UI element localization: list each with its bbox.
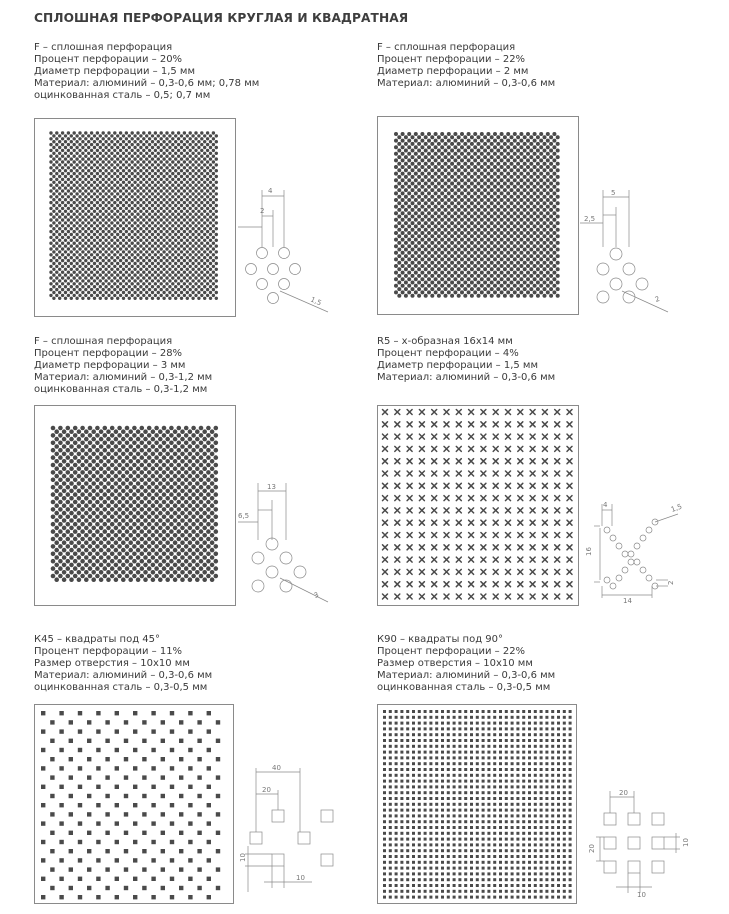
perforation-sample-1: [34, 118, 236, 317]
perforation-sample-6: [377, 704, 577, 904]
spec-line: оцинкованная сталь – 0,3-0,5 мм: [377, 682, 551, 693]
hole-pattern: [378, 406, 578, 605]
spec-line: Размер отверстия – 10х10 мм: [34, 658, 190, 669]
dim-side: 10: [682, 838, 690, 847]
spec-line: R5 – х-образная 16х14 мм: [377, 336, 513, 347]
spec-line: Материал: алюминий – 0,3-0,6 мм; 0,78 мм: [34, 78, 260, 89]
hole-pattern: [378, 705, 576, 903]
dim-v-pitch: 20: [588, 844, 596, 853]
hole-pattern: [378, 117, 578, 314]
dim-pitch: 5: [611, 189, 616, 197]
spec-block-4: [377, 336, 555, 384]
spec-line: оцинкованная сталь – 0,5; 0,7 мм: [34, 90, 211, 101]
spec-line: Процент перфорации – 28%: [34, 348, 183, 359]
dim-half-pitch: 2,5: [584, 215, 596, 223]
dimension-diagram-2: [578, 185, 678, 315]
spec-block-5: [34, 634, 212, 694]
perforation-sample-2: [377, 116, 579, 315]
perforation-sample-4: [377, 405, 579, 606]
dim-diameter: 3: [312, 590, 320, 600]
dim-diameter: 1,5: [309, 295, 323, 308]
spec-block-2: [377, 42, 555, 90]
dimension-diagram-3: [236, 478, 336, 608]
dim-pitch: 40: [272, 764, 281, 772]
dimension-diagram-5: [236, 760, 346, 900]
dim-half-pitch: 6,5: [238, 512, 250, 520]
dimension-diagram-4: [578, 500, 688, 605]
spec-line: Диаметр перфорации – 3 мм: [34, 360, 186, 371]
spec-line: Диаметр перфорации – 1,5 мм: [34, 66, 196, 77]
dim-half-pitch: 2: [260, 207, 265, 215]
spec-line: Диаметр перфорации – 1,5 мм: [377, 360, 539, 371]
spec-line: Материал: алюминий – 0,3-0,6 мм: [377, 78, 556, 89]
spec-line: F – сплошная перфорация: [34, 42, 173, 53]
spec-line: Процент перфорации – 11%: [34, 646, 183, 657]
spec-block-6: [377, 634, 555, 694]
dim-diameter: 2: [653, 294, 661, 304]
spec-block-1: [34, 42, 259, 102]
spec-line: оцинкованная сталь – 0,3-0,5 мм: [34, 682, 208, 693]
spec-line: Материал: алюминий – 0,3-0,6 мм: [377, 670, 556, 681]
spec-line: Процент перфорации – 22%: [377, 54, 526, 65]
dim-half-pitch: 20: [262, 786, 271, 794]
dim-diameter: 1,5: [669, 502, 684, 514]
spec-line: К45 – квадраты под 45°: [34, 634, 161, 645]
dim-pitch: 20: [619, 789, 628, 797]
dim-hole-pitch: 4: [603, 501, 608, 509]
spec-line: Процент перфорации – 22%: [377, 646, 526, 657]
dim-pitch: 4: [268, 187, 273, 195]
page-title: СПЛОШНАЯ ПЕРФОРАЦИЯ КРУГЛАЯ И КВАДРАТНАЯ: [34, 11, 409, 25]
dim-width: 14: [623, 597, 632, 605]
dim-gap: 10: [296, 874, 305, 882]
hole-pattern: [35, 705, 233, 903]
spec-line: Процент перфорации – 20%: [34, 54, 183, 65]
perforation-sample-5: [34, 704, 234, 904]
spec-line: Материал: алюминий – 0,3-0,6 мм: [377, 372, 556, 383]
dimension-diagram-1: [236, 185, 336, 315]
hole-pattern: [35, 406, 235, 605]
spec-line: К90 – квадраты под 90°: [377, 634, 504, 645]
dim-gap: 2: [667, 580, 675, 585]
spec-line: Размер отверстия – 10х10 мм: [377, 658, 533, 669]
spec-block-3: [34, 336, 212, 396]
spec-line: Диаметр перфорации – 2 мм: [377, 66, 529, 77]
spec-line: Материал: алюминий – 0,3-0,6 мм: [34, 670, 213, 681]
dimension-diagram-6: [580, 783, 700, 903]
spec-line: Процент перфорации – 4%: [377, 348, 519, 359]
spec-line: F – сплошная перфорация: [377, 42, 516, 53]
spec-line: Материал: алюминий – 0,3-1,2 мм: [34, 372, 213, 383]
hole-pattern: [35, 119, 235, 316]
dim-pitch: 13: [267, 483, 276, 491]
spec-line: F – сплошная перфорация: [34, 336, 173, 347]
dim-side: 10: [239, 853, 247, 862]
dim-gap: 10: [637, 891, 646, 899]
dim-height: 16: [585, 547, 593, 556]
spec-line: оцинкованная сталь – 0,3-1,2 мм: [34, 384, 208, 395]
perforation-sample-3: [34, 405, 236, 606]
